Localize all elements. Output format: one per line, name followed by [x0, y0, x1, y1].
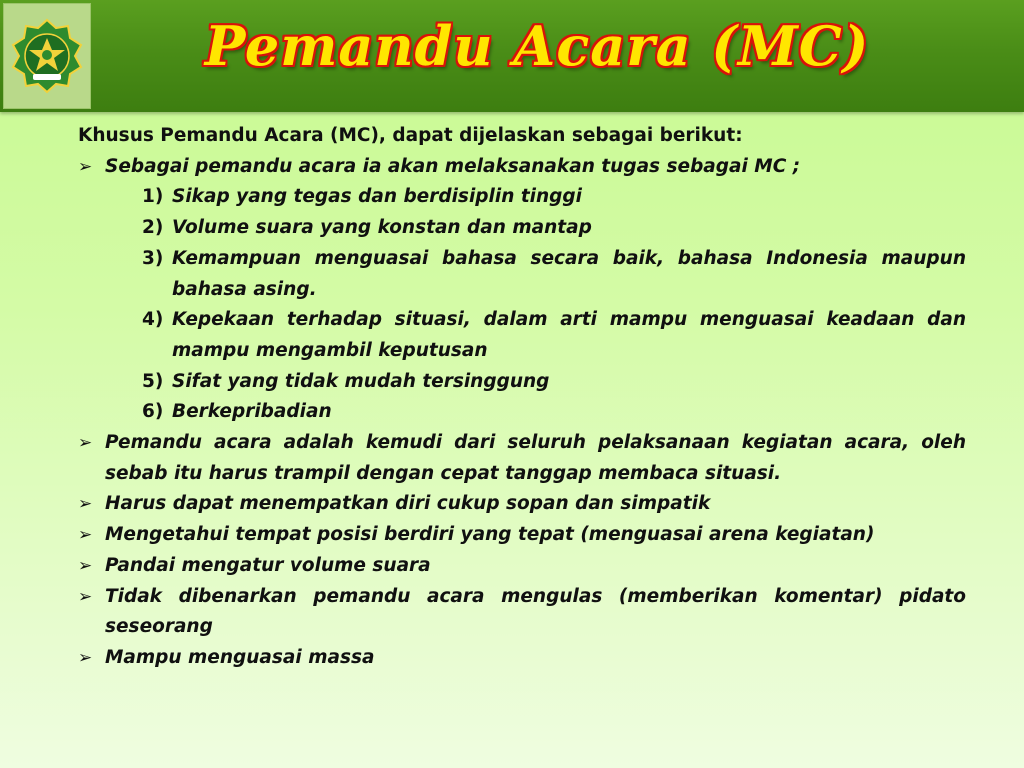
list-item [78, 582, 966, 643]
numbered-item [105, 213, 966, 244]
list-item-text: Mampu menguasai massa [105, 646, 375, 668]
list-item [78, 428, 966, 489]
list-item-text: Pemandu acara adalah kemudi dari seluruh pelaksanaan kegiatan acara, oleh sebab itu harus trampil dengan cepat tanggap membaca situasi. [105, 432, 966, 484]
list-item-text: Sebagai pemandu acara ia akan melaksanakan tugas sebagai MC ; [105, 155, 801, 177]
arrow-bullet-icon: ➢ [78, 156, 93, 177]
item-number: 6) [142, 401, 164, 423]
numbered-item [105, 182, 966, 213]
numbered-item-text: Berkepribadian [172, 401, 332, 423]
arrow-bullet-icon: ➢ [78, 433, 93, 454]
intro-text: Khusus Pemandu Acara (MC), dapat dijelaskan sebagai berikut: [78, 125, 743, 146]
item-number: 1) [142, 186, 164, 208]
arrow-bullet-icon: ➢ [78, 525, 93, 546]
numbered-item-text: Kemampuan menguasai bahasa secara baik, bahasa Indonesia maupun bahasa asing. [172, 247, 966, 300]
numbered-item-text: Volume suara yang konstan dan mantap [172, 217, 592, 239]
item-number: 3) [142, 247, 164, 269]
list-item-text: Harus dapat menempatkan diri cukup sopan dan simpatik [105, 493, 711, 515]
list-item [78, 152, 966, 428]
numbered-item-text: Sikap yang tegas dan berdisiplin tinggi [172, 186, 583, 208]
list-item [78, 551, 966, 582]
arrow-bullet-icon: ➢ [78, 586, 93, 607]
list-item-text: Tidak dibenarkan pemandu acara mengulas (memberikan komentar) pidato seseorang [105, 585, 966, 638]
item-number: 4) [142, 309, 164, 331]
item-number: 5) [142, 370, 164, 392]
slide-header [0, 0, 1024, 112]
list-item [78, 643, 966, 674]
slide-body [78, 121, 966, 674]
arrow-bullet-icon: ➢ [78, 494, 93, 515]
numbered-item [105, 367, 966, 398]
arrow-bullet-icon: ➢ [78, 555, 93, 576]
list-item [78, 520, 966, 551]
numbered-list [105, 182, 966, 428]
numbered-item [105, 244, 966, 305]
item-number: 2) [142, 217, 164, 239]
numbered-item [105, 305, 966, 366]
list-item [78, 489, 966, 520]
list-item-text: Pandai mengatur volume suara [105, 554, 431, 576]
arrow-bullet-icon: ➢ [78, 647, 93, 668]
numbered-item [105, 397, 966, 428]
list-item-text: Mengetahui tempat posisi berdiri yang tepat (menguasai arena kegiatan) [105, 524, 875, 546]
bullet-list [78, 152, 966, 674]
numbered-item-text: Sifat yang tidak mudah tersinggung [172, 370, 550, 392]
slide-title: Pemandu Acara (MC) [204, 14, 870, 78]
numbered-item-text: Kepekaan terhadap situasi, dalam arti mampu menguasai keadaan dan mampu mengambil keputusan [172, 309, 966, 361]
